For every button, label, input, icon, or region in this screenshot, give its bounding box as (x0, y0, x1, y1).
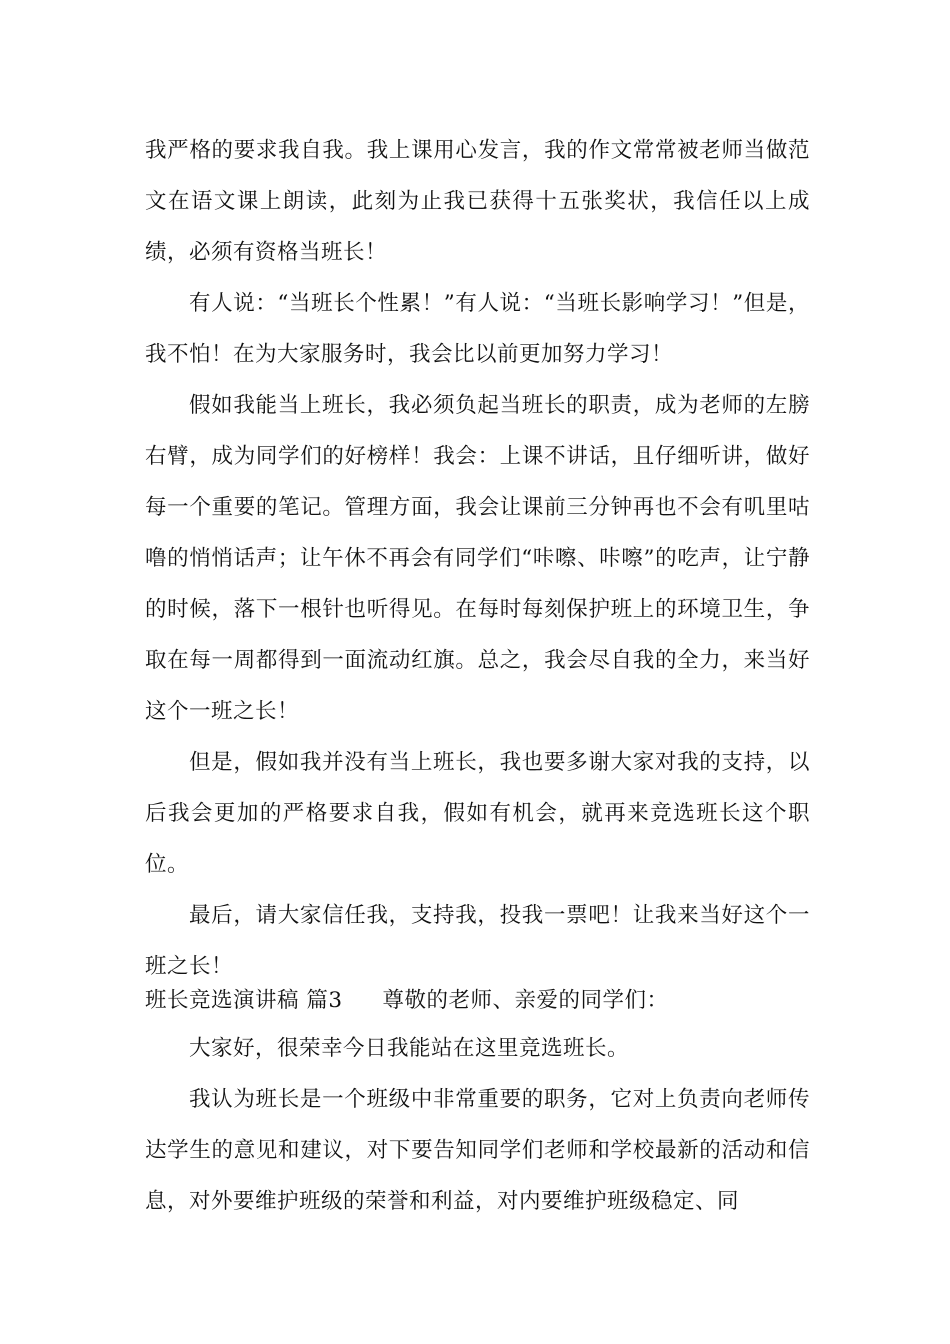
paragraph-continuation: 我严格的要求我自我。我上课用心发言，我的作文常常被老师当做范文在语文课上朗读，此刻为止我已获得十五张奖状，我信任以上成绩，必须有资格当班长！ (145, 138, 810, 265)
body-text-top (145, 125, 810, 992)
paragraph-some-say: 有人说：“当班长个性累！”有人说：“当班长影响学习！”但是，我不怕！在为大家服务时，我会比以前更加努力学习！ (145, 291, 810, 367)
salutation: 尊敬的老师、亲爱的同学们： (382, 988, 669, 1013)
paragraph-greeting: 大家好，很荣幸今日我能站在这里竞选班长。 (189, 1036, 630, 1061)
paragraph-closing: 最后，请大家信任我，支持我，投我一票吧！让我来当好这个一班之长！ (145, 903, 810, 979)
section-heading-line (145, 980, 810, 1022)
paragraph-if-not-elected: 但是，假如我并没有当上班长，我也要多谢大家对我的支持，以后我会更加的严格要求自我，假如有机会，就再来竞选班长这个职位。 (145, 750, 810, 877)
section-heading (145, 980, 810, 1022)
paragraph-role-of-monitor: 我认为班长是一个班级中非常重要的职务，它对上负责向老师传达学生的意见和建议，对下要告知同学们老师和学校最新的活动和信息，对外要维护班级的荣誉和利益，对内要维护班级稳定、同 (145, 1087, 810, 1214)
section-title: 班长竞选演讲稿 篇3 (145, 988, 343, 1013)
paragraph-if-elected: 假如我能当上班长，我必须负起当班长的职责，成为老师的左膀右臂，成为同学们的好榜样！我会：上课不讲话，且仔细听讲，做好每一个重要的笔记。管理方面，我会让课前三分钟再也不会有叽里咕噜的悄悄话声；让午休不再会有同学们“咔嚓、咔嚓”的吃声，让宁静的时候，落下一根针也听得见。在每时每刻保护班上的环境卫生，争取在每一周都得到一面流动红旗。总之，我会尽自我的全力，来当好这个一班之长！ (145, 393, 810, 724)
body-text-bottom (145, 1023, 810, 1227)
